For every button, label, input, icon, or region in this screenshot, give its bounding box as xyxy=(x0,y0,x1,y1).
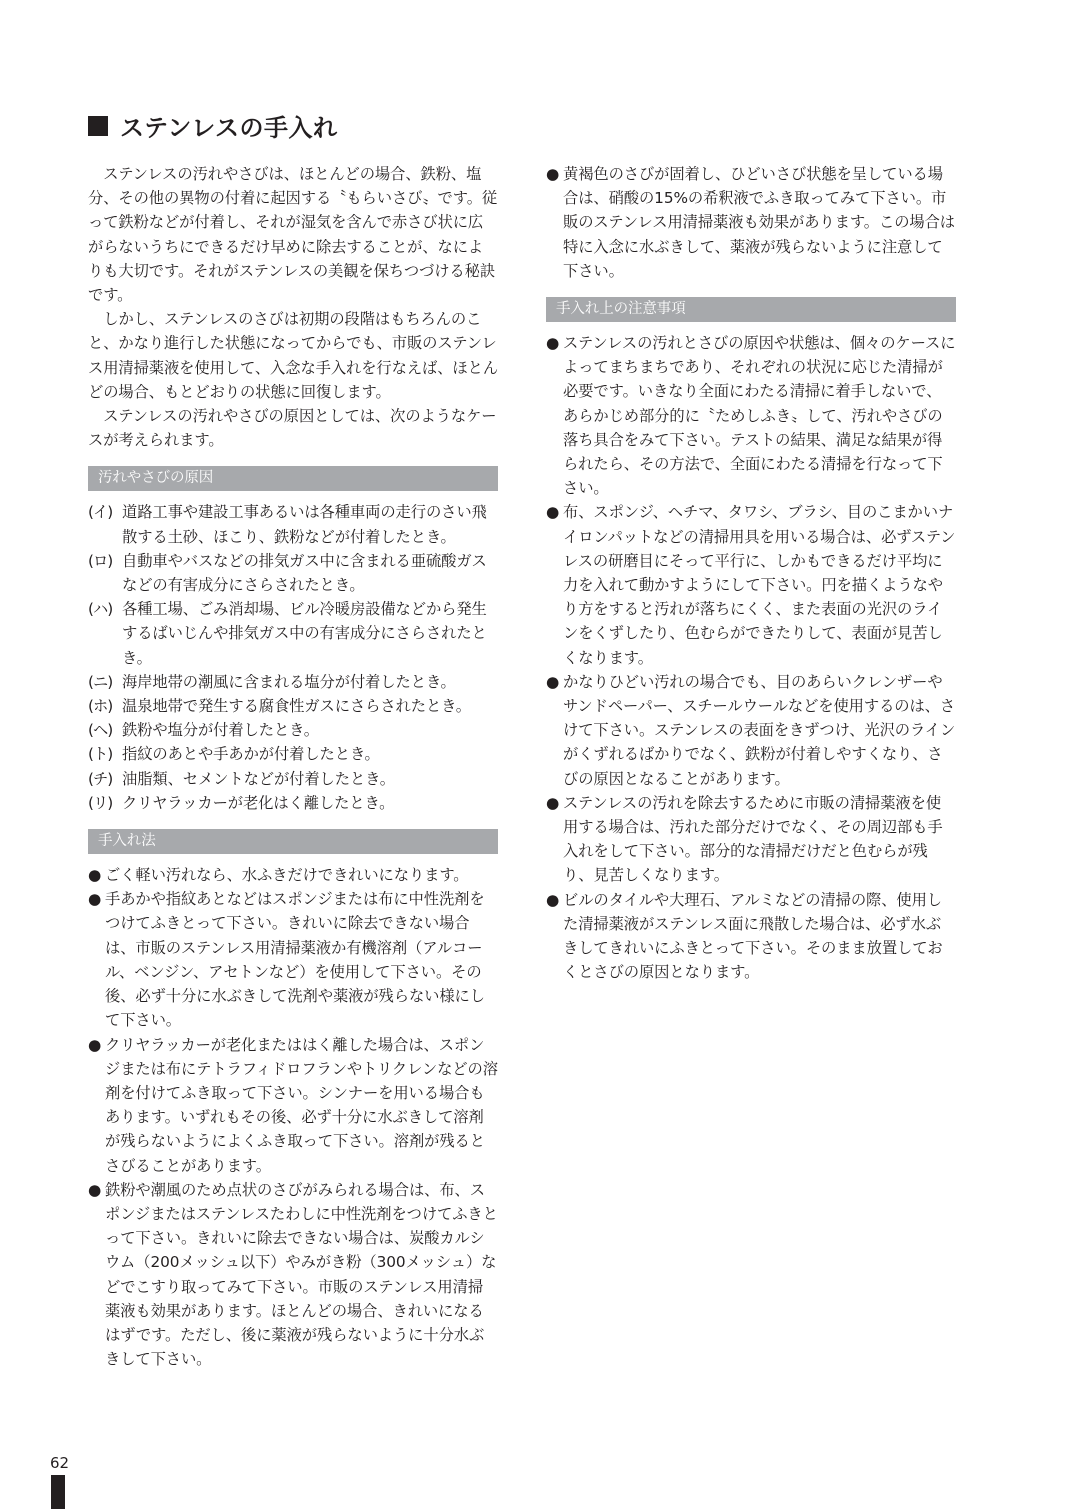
item-text: 道路工事や建設工事あるいは各種車両の走行のさい飛散する土砂、ほこり、鉄粉などが付着したとき。 xyxy=(122,503,487,546)
intro-paragraph: ステンレスの汚れやさびの原因としては、次のようなケースが考えられます。 xyxy=(88,407,497,450)
item-text: 鉄粉や塩分が付着したとき。 xyxy=(122,721,319,740)
item-text: ビルのタイルや大理石、アルミなどの清掃の際、使用した清掃薬液がステンレス面に飛散した場合は、必ず水ぶきしてきれいにふきとって下さい。そのまま放置しておくとさびの原因となります。 xyxy=(563,890,943,982)
list-item xyxy=(546,331,956,500)
list-item xyxy=(88,791,498,815)
item-text: 自動車やバスなどの排気ガス中に含まれる亜硫酸ガスなどの有害成分にさらされたとき。 xyxy=(122,551,487,595)
list-item xyxy=(546,888,956,985)
bullet-icon: ● xyxy=(546,890,560,909)
item-mark: (チ) xyxy=(88,769,113,788)
page-number: 62 xyxy=(50,1454,70,1472)
item-text: クリヤラッカーが老化はく離したとき。 xyxy=(122,793,395,812)
item-text: ごく軽い汚れなら、水ふきだけできれいになります。 xyxy=(105,866,469,885)
item-text: ステンレスの汚れとさびの原因や状態は、個々のケースによってまちまちであり、それぞれの状況に応じた清掃が必要です。いきなり全面にわたる清掃に着手しないで、あらかじめ部分的に〝ためしふき〟して、汚れやさびの落ち具合をみて下さい。テストの結果、満足な結果が得られたら、その方法で、全面にわたる清掃を行なって下さい。 xyxy=(563,334,956,498)
list-item xyxy=(88,694,498,718)
list-item xyxy=(88,597,498,670)
right-column xyxy=(546,162,956,985)
section-heading-causes: 汚れやさびの原因 xyxy=(88,466,498,491)
page-title xyxy=(88,108,338,143)
item-text: 海岸地帯の潮風に含まれる塩分が付着したとき。 xyxy=(122,672,456,691)
causes-list xyxy=(88,500,498,815)
bullet-icon: ● xyxy=(546,672,560,691)
list-item xyxy=(88,670,498,694)
bullet-icon: ● xyxy=(88,1035,102,1054)
title-square-icon xyxy=(88,116,108,136)
item-mark: (イ) xyxy=(88,503,113,522)
list-item xyxy=(546,500,956,669)
bullet-icon: ● xyxy=(546,334,560,353)
cautions-list xyxy=(546,331,956,984)
left-column xyxy=(88,162,498,1371)
method-list xyxy=(88,863,498,1371)
item-mark: (ヘ) xyxy=(88,721,113,740)
item-text: かなりひどい汚れの場合でも、目のあらいクレンザーやサンドペーパー、スチールウールなどを使用するのは、さけて下さい。ステンレスの表面をきずつけ、光沢のラインがくずれるばかりでなく、鉄粉が付着しやすくなり、さびの原因となることがあります。 xyxy=(563,672,956,788)
item-text: 手あかや指紋あとなどはスポンジまたは布に中性洗剤をつけてふきとって下さい。きれいに除去できない場合は、市販のステンレス用清掃薬液か有機溶剤（アルコール、ベンジン、アセトンなど）を使用して下さい。その後、必ず十分に水ぶきして洗剤や薬液が残らない様にして下さい。 xyxy=(105,890,485,1030)
item-mark: (ニ) xyxy=(88,672,113,691)
list-item xyxy=(88,500,498,548)
list-item xyxy=(546,791,956,888)
item-mark: (ト) xyxy=(88,745,113,764)
intro-paragraph: ステンレスの汚れやさびは、ほとんどの場合、鉄粉、塩分、その他の異物の付着に起因する〝もらいさび〟です。従って鉄粉などが付着し、それが湿気を含んで赤さび状に広がらないうちにできるだけ早めに除去することが、なによりも大切です。それがステンレスの美観を保ちつづける秘訣です。 xyxy=(88,165,498,305)
list-item xyxy=(88,887,498,1032)
item-text: 温泉地帯で発生する腐食性ガスにさらされたとき。 xyxy=(122,697,471,716)
item-text: 指紋のあとや手あかが付着したとき。 xyxy=(122,745,380,764)
section-heading-method: 手入れ法 xyxy=(88,829,498,854)
item-text: 黄褐色のさびが固着し、ひどいさび状態を呈している場合は、硝酸の15%の希釈液でふき取ってみて下さい。市販のステンレス用清掃薬液も効果があります。この場合は特に入念に水ぶきして、薬液が残らないように注意して下さい。 xyxy=(563,165,955,280)
item-text: 油脂類、セメントなどが付着したとき。 xyxy=(122,769,395,788)
bullet-icon: ● xyxy=(546,165,560,183)
item-mark: (ハ) xyxy=(88,600,113,619)
item-text: ステンレスの汚れを除去するために市販の清掃薬液を使用する場合は、汚れた部分だけでなく、その周辺部も手入れをして下さい。部分的な清掃だけだと色むらが残り、見苦しくなります。 xyxy=(563,793,943,885)
item-mark: (リ) xyxy=(88,793,113,812)
list-item xyxy=(88,718,498,742)
list-item xyxy=(88,1178,498,1372)
bullet-icon: ● xyxy=(88,1180,102,1199)
page-tab-marker xyxy=(51,1475,65,1509)
list-item xyxy=(546,162,956,283)
intro-paragraph: しかし、ステンレスのさびは初期の段階はもちろんのこと、かなり進行した状態になってからでも、市販のステンレス用清掃薬液を使用して、入念な手入れを行なえば、ほとんどの場合、もとどおりの状態に回復します。 xyxy=(88,310,499,401)
item-text: 各種工場、ごみ消却場、ビル冷暖房設備などから発生するばいじんや排気ガス中の有害成分にさらされたとき。 xyxy=(122,600,487,667)
list-item xyxy=(88,742,498,766)
list-item xyxy=(546,670,956,791)
item-text: 鉄粉や潮風のため点状のさびがみられる場合は、布、スポンジまたはステンレスたわしに中性洗剤をつけてふきとって下さい。きれいに除去できない場合は、炭酸カルシウム（200メッシュ以下）やみがき粉（300メッシュ）などでこすり取ってみて下さい。市販のステンレス用清掃薬液も効果があります。ほとんどの場合、きれいになるはずです。ただし、後に薬液が残らないように十分水ぶきして下さい。 xyxy=(105,1180,498,1369)
title-text: ステンレスの手入れ xyxy=(120,114,338,142)
section-heading-cautions: 手入れ上の注意事項 xyxy=(546,297,956,322)
bullet-icon: ● xyxy=(88,866,102,885)
list-item xyxy=(88,1033,498,1178)
item-text: クリヤラッカーが老化またははく離した場合は、スポンジまたは布にテトラフィドロフランやトリクレンなどの溶剤を付けてふき取って下さい。シンナーを用いる場合もあります。いずれもその後、必ず十分に水ぶきして溶剤が残らないようによくふき取って下さい。溶剤が残るとさびることがあります。 xyxy=(105,1035,498,1175)
list-item xyxy=(88,767,498,791)
bullet-icon: ● xyxy=(88,890,102,909)
list-item xyxy=(88,549,498,597)
bullet-icon: ● xyxy=(546,793,560,812)
item-mark: (ロ) xyxy=(88,551,113,570)
list-item xyxy=(88,863,498,887)
item-text: 布、スポンジ、ヘチマ、タワシ、ブラシ、目のこまかいナイロンパットなどの清掃用具を用いる場合は、必ずステンレスの研磨目にそって平行に、しかもできるだけ平均に力を入れて動かすようにして下さい。円を描くようなやり方をすると汚れが落ちにくく、また表面の光沢のラインをくずしたり、色むらができたりして、表面が見苦しくなります。 xyxy=(563,503,956,667)
item-mark: (ホ) xyxy=(88,697,113,716)
bullet-icon: ● xyxy=(546,503,560,522)
